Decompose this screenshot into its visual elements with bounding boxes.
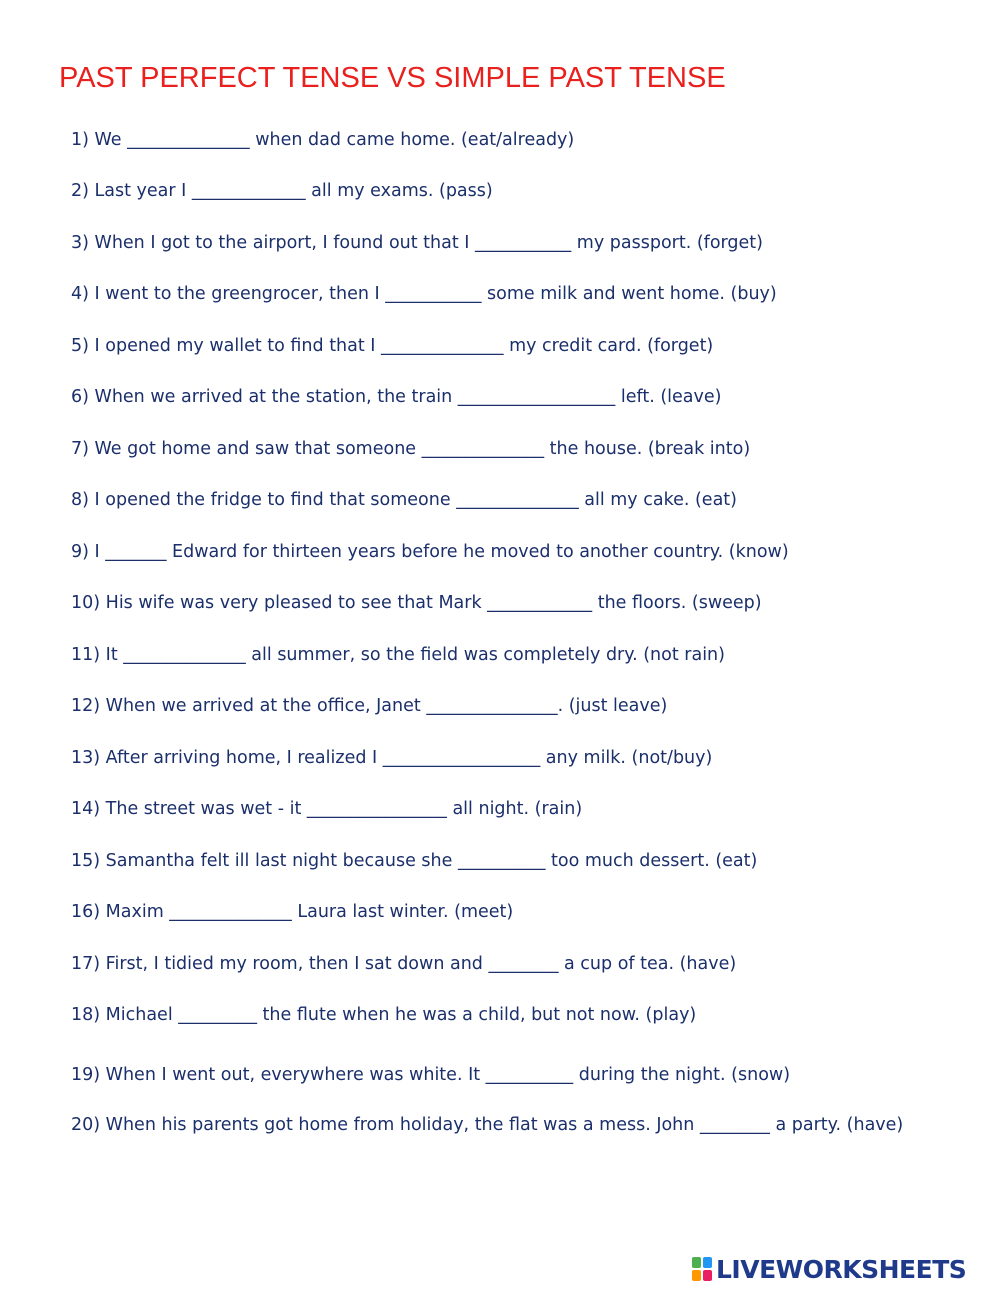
- liveworksheets-logo: [692, 1254, 966, 1284]
- question-19: 19) When I went out, everywhere was white. It __________ during the night. (snow): [71, 1065, 791, 1085]
- question-1: 1) We ______________ when dad came home. (eat/already): [71, 130, 575, 150]
- logo-text: LIVEWORKSHEETS: [716, 1254, 967, 1284]
- question-12: 12) When we arrived at the office, Janet _______________. (just leave): [71, 696, 668, 716]
- question-11: 11) It ______________ all summer, so the field was completely dry. (not rain): [71, 645, 725, 665]
- question-9: 9) I _______ Edward for thirteen years before he moved to another country. (know): [71, 542, 789, 562]
- question-16: 16) Maxim ______________ Laura last winter. (meet): [71, 902, 514, 922]
- question-14: 14) The street was wet - it ________________ all night. (rain): [71, 799, 583, 819]
- question-8: 8) I opened the fridge to find that someone ______________ all my cake. (eat): [71, 490, 737, 510]
- question-3: 3) When I got to the airport, I found out that I ___________ my passport. (forget): [71, 233, 763, 253]
- liveworksheets-grid-icon: [692, 1257, 712, 1281]
- question-4: 4) I went to the greengrocer, then I ___________ some milk and went home. (buy): [71, 284, 777, 304]
- question-13: 13) After arriving home, I realized I __________________ any milk. (not/buy): [71, 748, 713, 768]
- question-15: 15) Samantha felt ill last night because she __________ too much dessert. (eat): [71, 851, 758, 871]
- question-6: 6) When we arrived at the station, the train __________________ left. (leave): [71, 387, 722, 407]
- question-20: 20) When his parents got home from holiday, the flat was a mess. John ________ a party. (have): [71, 1115, 904, 1135]
- worksheet-title: PAST PERFECT TENSE VS SIMPLE PAST TENSE: [59, 62, 726, 94]
- question-7: 7) We got home and saw that someone ______________ the house. (break into): [71, 439, 751, 459]
- question-17: 17) First, I tidied my room, then I sat down and ________ a cup of tea. (have): [71, 954, 737, 974]
- question-10: 10) His wife was very pleased to see that Mark ____________ the floors. (sweep): [71, 593, 762, 613]
- question-2: 2) Last year I _____________ all my exams. (pass): [71, 181, 493, 201]
- question-18: 18) Michael _________ the flute when he was a child, but not now. (play): [71, 1005, 697, 1025]
- question-5: 5) I opened my wallet to find that I ______________ my credit card. (forget): [71, 336, 714, 356]
